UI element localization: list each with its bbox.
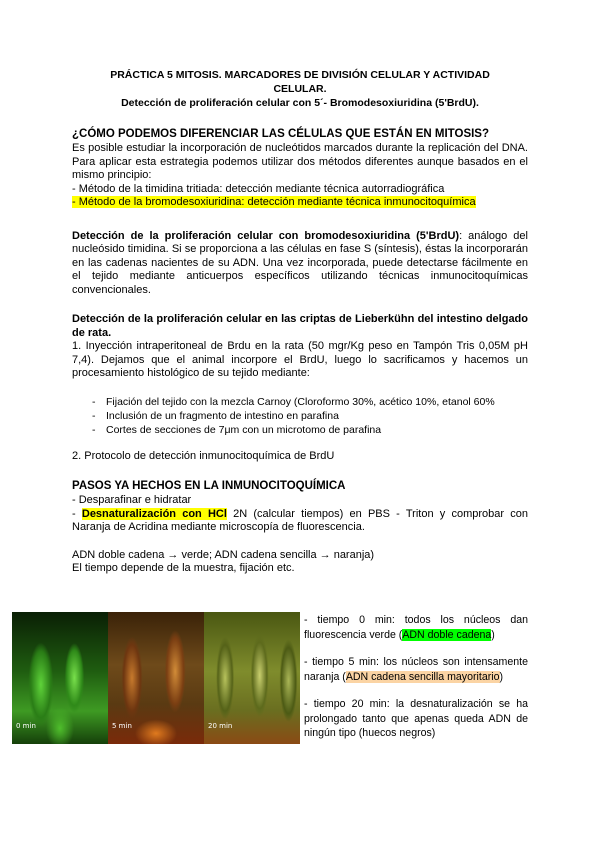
title-subtitle: Detección de proliferación celular con 5´- Bromodesoxiuridina (5'BrdU). — [121, 97, 479, 109]
section3-lead: Detección de la proliferación celular en las criptas de Lieberkühn del intestino delgado de rata. — [72, 313, 528, 339]
list-item: - Inclusión de un fragmento de intestino en parafina — [92, 409, 528, 423]
section1-intro: Es posible estudiar la incorporación de nucleótidos marcados durante la replicación del DNA. Para aplicar esta estrategia podemos utilizar dos métodos diferentes aunque basados en el mismo principio: — [72, 142, 528, 181]
processing-steps-list — [72, 395, 528, 437]
list-item: - Fijación del tejido con la mezcla Carnoy (Cloroformo 30%, acético 10%, etanol 60% — [92, 395, 528, 409]
note-time-5-end: ) — [499, 670, 504, 683]
note-time-0 — [304, 613, 528, 642]
step-denaturation-rest: 2N (calcular tiempos) en PBS - Triton y comprobar con Naranja de Acridina mediante microscopía de fluorescencia. — [72, 507, 528, 533]
method-tritiated-thymidine: - Método de la timidina tritiada: detección mediante técnica autorradiográfica — [72, 182, 445, 195]
micrograph-label: 20 min — [208, 722, 233, 730]
document-page — [72, 68, 528, 576]
step-denaturation — [72, 508, 528, 535]
micrograph-label: 5 min — [112, 722, 132, 730]
fluorescence-micrographs — [12, 612, 302, 744]
time-dependence-note: El tiempo depende de la muestra, fijación etc. — [72, 562, 295, 574]
section3-step2: 2. Protocolo de detección inmunocitoquímica de BrdU — [72, 449, 335, 462]
timeline-notes — [304, 613, 528, 754]
micrograph-0-min — [12, 612, 108, 744]
step-deparaffinize: - Desparafinar e hidratar — [72, 494, 192, 506]
section-heading-mitosis: ¿CÓMO PODEMOS DIFERENCIAR LAS CÉLULAS QUE ESTÁN EN MITOSIS? — [72, 128, 490, 140]
orange-highlight: ADN cadena sencilla mayoritario — [345, 670, 500, 683]
list-item: - Cortes de secciones de 7μm con un microtomo de parafina — [92, 423, 528, 437]
method-brdu-highlight: - Método de la bromodesoxiuridina: detección mediante técnica inmunocitoquímica — [72, 196, 476, 208]
note-time-20: - tiempo 20 min: la desnaturalización se ha prolongado tanto que apenas queda ADN de ningún tipo (huecos negros) — [304, 698, 528, 739]
section-heading-steps: PASOS YA HECHOS EN LA INMUNOCITOQUÍMICA — [72, 480, 346, 492]
method-brdu — [72, 196, 528, 210]
step-denaturation-prefix: - — [72, 507, 82, 520]
section2-paragraph — [72, 230, 528, 298]
note-time-0-end: ) — [491, 628, 495, 641]
title-line-1: PRÁCTICA 5 MITOSIS. MARCADORES DE DIVISIÓN CELULAR Y ACTIVIDAD — [110, 69, 490, 81]
green-highlight: ADN doble cadena — [402, 628, 492, 641]
section2-lead: Detección de la proliferación celular con bromodesoxiuridina (5'BrdU) — [72, 229, 460, 242]
micrograph-5-min — [108, 612, 204, 744]
document-title — [72, 68, 528, 110]
micrograph-20-min — [204, 612, 300, 744]
note-time-0-text: - tiempo 0 min: todos los núcleos dan fluorescencia verde ( — [304, 614, 528, 641]
title-line-2: CELULAR. — [273, 83, 327, 95]
section3-step1: 1. Inyección intraperitoneal de Brdu en la rata (50 mgr/Kg peso en Tampón Tris 0,05M pH 7,4). Dejamos que el animal incorpore el BrdU, luego lo sacrificamos y hacemos un procesamiento histológico de su tejido mediante: — [72, 340, 528, 379]
note-time-5-text: - tiempo 5 min: los núcleos son intensamente naranja ( — [304, 656, 528, 683]
note-time-5 — [304, 655, 528, 684]
micrograph-label: 0 min — [16, 722, 36, 730]
dna-color-note: ADN doble cadena → verde; ADN cadena sencilla → naranja) — [72, 548, 375, 561]
section2-body: : análogo del nucleósido timidina. Si se proporciona a las células en fase S (síntesis), éstas la incorporarán en las cadenas nacientes de su ADN. Una vez incorporada, puede detectarse fácilmente en el tejido mediante anticuerpos específicos utilizando técnicas inmunocitoquímicas convencionales. — [72, 229, 528, 296]
denaturation-highlight: Desnaturalización con HCl — [81, 507, 227, 520]
